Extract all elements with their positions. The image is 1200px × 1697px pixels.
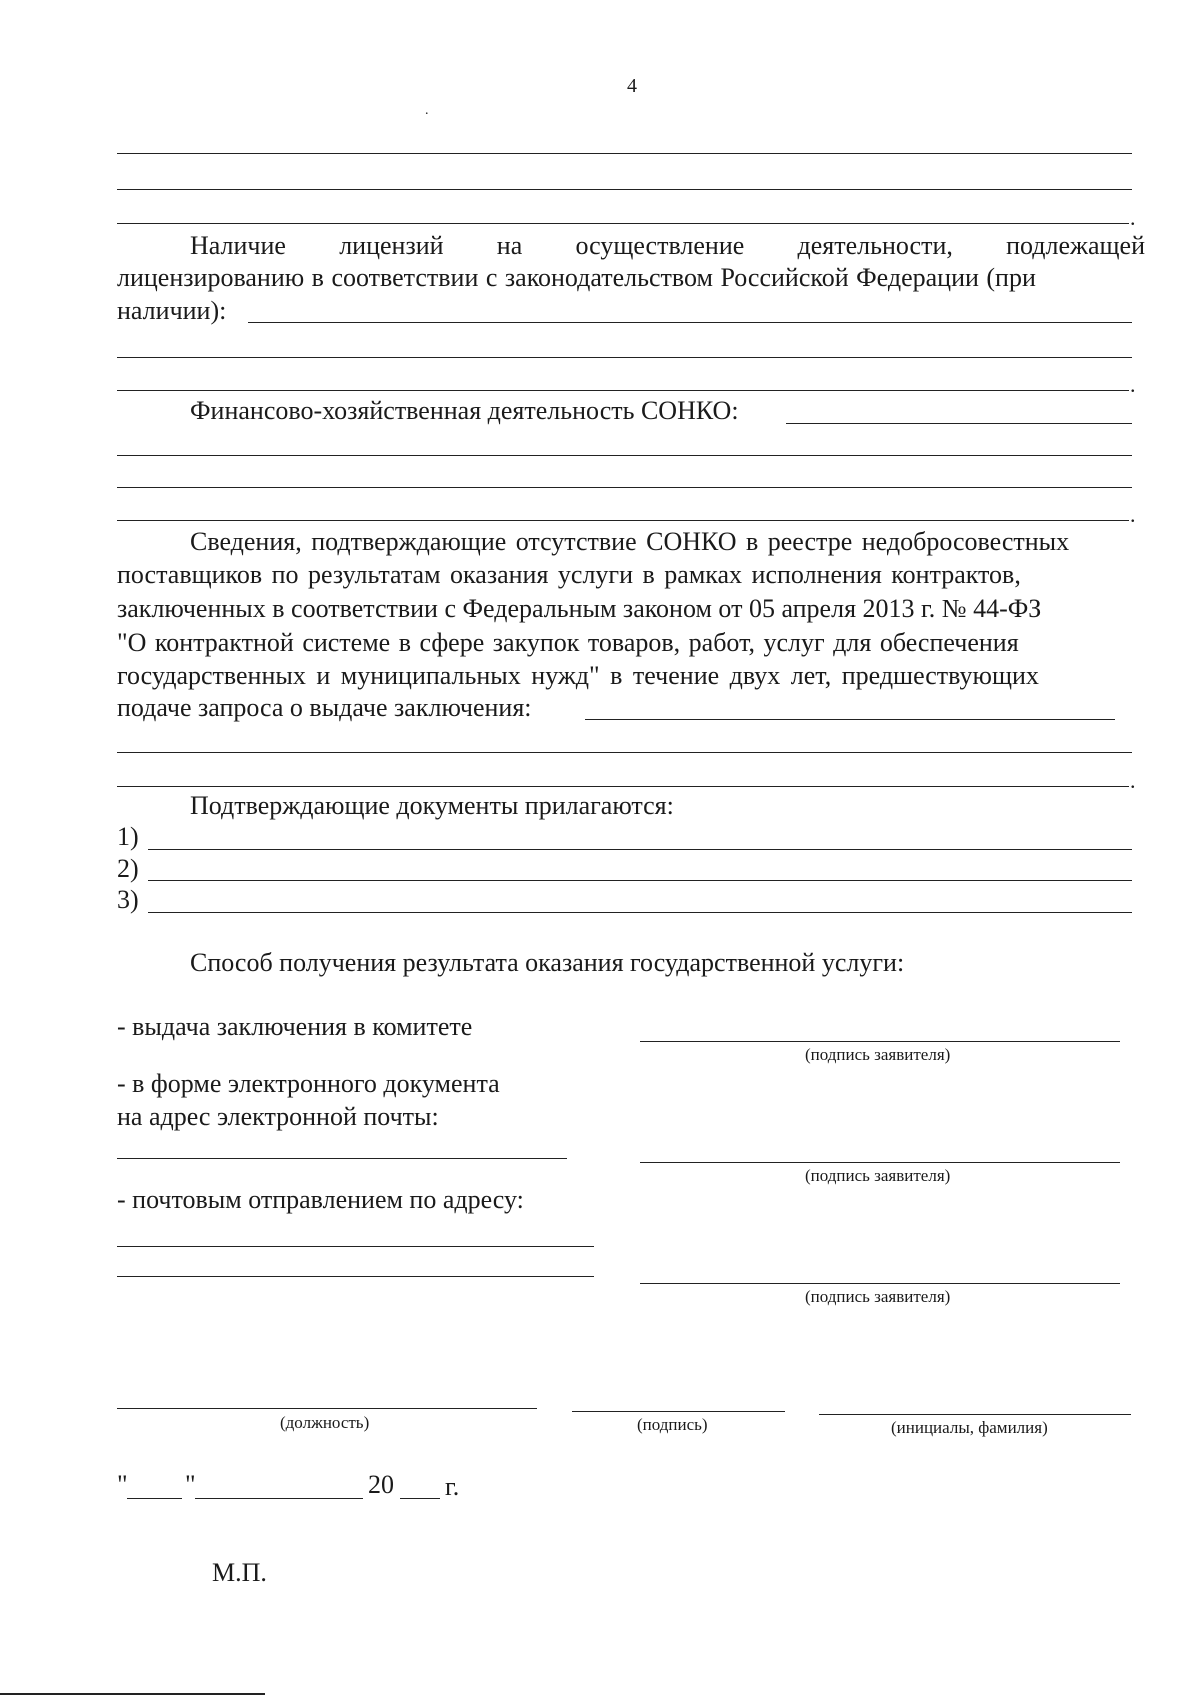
documents-item-2-number: 2): [117, 854, 139, 883]
page-number: 4: [627, 75, 637, 97]
licenses-field-line-2[interactable]: [117, 357, 1132, 358]
signature-line-3[interactable]: [640, 1283, 1120, 1284]
registry-field-line-2[interactable]: [117, 752, 1132, 753]
end-period: .: [1130, 205, 1136, 230]
registry-line-6: подаче запроса о выдаче заключения:: [117, 693, 532, 722]
registry-field-line-3[interactable]: [117, 786, 1129, 787]
name-field[interactable]: [819, 1414, 1131, 1415]
signature-field[interactable]: [572, 1411, 785, 1412]
method-heading: Способ получения результата оказания государственной услуги:: [190, 948, 905, 977]
date-suffix: г.: [445, 1472, 460, 1501]
licenses-line-2: лицензированию в соответствии с законодательством Российской Федерации (при: [117, 263, 1036, 292]
date-close-quote: ": [185, 1470, 196, 1499]
stray-mark: .: [425, 103, 429, 118]
registry-line-4: "О контрактной системе в сфере закупок товаров, работ, услуг для обеспечения: [117, 628, 1019, 657]
documents-item-3-number: 3): [117, 885, 139, 914]
registry-line-5: государственных и муниципальных нужд" в течение двух лет, предшествующих: [117, 661, 1039, 690]
method-option-email-line-1: - в форме электронного документа: [117, 1069, 500, 1098]
date-day-field[interactable]: [127, 1498, 182, 1499]
licenses-line-3: наличии):: [117, 296, 227, 325]
postal-address-field-2[interactable]: [117, 1276, 594, 1277]
finance-field-line-2[interactable]: [117, 455, 1132, 456]
finance-label: Финансово-хозяйственная деятельность СОНКО:: [190, 396, 739, 425]
email-address-field[interactable]: [117, 1158, 567, 1159]
end-period: .: [1130, 768, 1136, 793]
method-option-email-line-2: на адрес электронной почты:: [117, 1102, 439, 1131]
method-option-post: - почтовым отправлением по адресу:: [117, 1185, 524, 1214]
signature-caption-1: (подпись заявителя): [805, 1045, 951, 1064]
continuation-line-1: [117, 153, 1132, 154]
end-period: .: [1130, 372, 1136, 397]
signature-caption: (подпись): [637, 1415, 708, 1434]
documents-item-3-line[interactable]: [148, 912, 1132, 913]
date-month-field[interactable]: [195, 1498, 363, 1499]
position-field[interactable]: [117, 1408, 537, 1409]
registry-line-2: поставщиков по результатам оказания услуги в рамках исполнения контрактов,: [117, 560, 1021, 589]
continuation-line-2: [117, 189, 1132, 190]
registry-line-1: Сведения, подтверждающие отсутствие СОНКО в реестре недобросовестных: [190, 527, 1070, 556]
signature-caption-2: (подпись заявителя): [805, 1166, 951, 1185]
date-open-quote: ": [117, 1470, 128, 1499]
date-year-field[interactable]: [400, 1498, 440, 1499]
registry-line-3: заключенных в соответствии с Федеральным законом от 05 апреля 2013 г. № 44-ФЗ: [117, 594, 1042, 623]
signature-caption-3: (подпись заявителя): [805, 1287, 951, 1306]
documents-heading: Подтверждающие документы прилагаются:: [190, 791, 674, 820]
method-option-committee: - выдача заключения в комитете: [117, 1012, 473, 1041]
date-year-prefix: 20: [368, 1470, 394, 1499]
licenses-field-line-1[interactable]: [248, 322, 1132, 323]
finance-field-line-1[interactable]: [786, 423, 1132, 424]
position-caption: (должность): [280, 1413, 370, 1432]
documents-item-1-line[interactable]: [148, 849, 1132, 850]
finance-field-line-3[interactable]: [117, 487, 1132, 488]
finance-field-line-4[interactable]: [117, 520, 1129, 521]
end-period: .: [1130, 502, 1136, 527]
scan-edge-line: [0, 1693, 265, 1695]
postal-address-field-1[interactable]: [117, 1246, 594, 1247]
signature-line-1[interactable]: [640, 1041, 1120, 1042]
licenses-line-1: Наличие лицензий на осуществление деятельности, подлежащей: [190, 231, 1145, 260]
documents-item-2-line[interactable]: [148, 880, 1132, 881]
name-caption: (инициалы, фамилия): [891, 1418, 1048, 1437]
continuation-line-3: [117, 223, 1129, 224]
registry-field-line-1[interactable]: [585, 719, 1115, 720]
signature-line-2[interactable]: [640, 1162, 1120, 1163]
licenses-field-line-3[interactable]: [117, 390, 1129, 391]
documents-item-1-number: 1): [117, 822, 139, 851]
stamp-place-label: М.П.: [212, 1558, 267, 1587]
